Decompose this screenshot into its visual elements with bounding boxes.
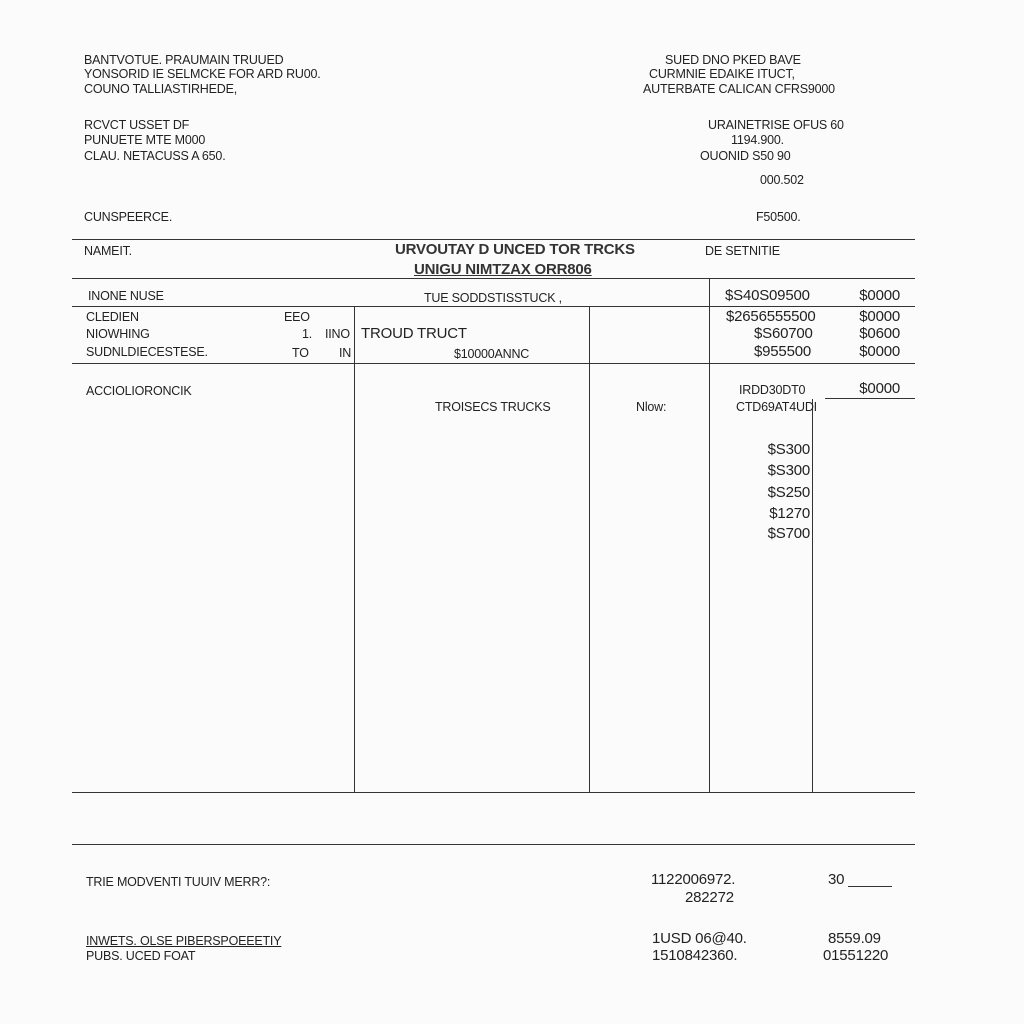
summary-value: 1USD 06@40. bbox=[652, 930, 747, 947]
row-label: CLEDIEN bbox=[86, 310, 139, 324]
summary-value: 1122006972. bbox=[651, 871, 736, 888]
row-description: TROUD TRUCT bbox=[361, 325, 467, 342]
row-amount: $S40S09500 bbox=[725, 287, 810, 304]
list-item: $S300 bbox=[767, 441, 810, 458]
row-amount: $2656555500 bbox=[726, 308, 816, 325]
row-code: TO bbox=[292, 346, 309, 360]
summary-value: 282272 bbox=[685, 889, 734, 906]
sender-line: BANTVOTUE. PRAUMAIN TRUUED bbox=[84, 53, 284, 67]
row-qty: IINO bbox=[325, 327, 350, 341]
meta-line: PUNUETE MTE M000 bbox=[84, 133, 206, 147]
section-code: IRDD30DT0 bbox=[739, 383, 806, 397]
table-subtitle: UNIGU NIMTZAX ORR806 bbox=[414, 261, 592, 278]
meta-line: 1194.900. bbox=[731, 133, 784, 147]
section-code: CTD69AT4UDI bbox=[736, 400, 817, 414]
table-bottom-rule bbox=[72, 792, 915, 793]
row-amount: $955500 bbox=[754, 343, 811, 360]
header-left: NAMEIT. bbox=[84, 244, 132, 258]
sender-line: COUNO TALLIASTIRHEDE, bbox=[84, 82, 238, 96]
summary-label: PUBS. UCED FOAT bbox=[86, 949, 196, 963]
summary-label: TRIE MODVENTI TUUIV MERR?: bbox=[86, 875, 271, 889]
row-total: $0000 bbox=[859, 343, 900, 360]
row-code: 1. bbox=[302, 327, 313, 341]
column-divider bbox=[709, 279, 710, 793]
summary-value: 30 bbox=[828, 871, 845, 888]
meta-line: URAINETRISE OFUS 60 bbox=[708, 118, 844, 132]
row-code: EEO bbox=[284, 310, 310, 324]
sender-line: YONSORID IE SELMCKE FOR ARD RU00. bbox=[84, 67, 321, 81]
row-total: $0000 bbox=[859, 308, 900, 325]
list-item: $S700 bbox=[767, 525, 810, 542]
section-total: $0000 bbox=[859, 380, 900, 397]
table-top-rule bbox=[72, 239, 915, 240]
reference-value: F50500. bbox=[756, 210, 801, 224]
list-item: $S250 bbox=[767, 484, 810, 501]
total-underline bbox=[825, 398, 915, 399]
table-title: URVOUTAY D UNCED TOR TRCKS bbox=[395, 241, 635, 258]
row-label: SUDNLDIECESTESE. bbox=[86, 345, 208, 359]
row-description: TUE SODDSTISSTUCK , bbox=[424, 291, 562, 305]
list-item: $1270 bbox=[769, 505, 810, 522]
reference-label: CUNSPEERCE. bbox=[84, 210, 173, 224]
row-label: INONE NUSE bbox=[88, 289, 164, 303]
summary-value: 1510842360. bbox=[652, 947, 738, 964]
column-divider bbox=[812, 399, 813, 793]
summary-rule bbox=[72, 844, 915, 845]
row-qty: IN bbox=[339, 346, 352, 360]
meta-line: CLAU. NETACUSS A 650. bbox=[84, 149, 226, 163]
row-amount: $S60700 bbox=[754, 325, 813, 342]
summary-value: 01551220 bbox=[823, 947, 889, 964]
summary-label: INWETS. OLSE PIBERSPOEEETIY bbox=[86, 934, 282, 948]
list-item: $S300 bbox=[767, 462, 810, 479]
row-label: NIOWHING bbox=[86, 327, 150, 341]
row-description: $10000ANNC bbox=[454, 347, 530, 361]
meta-line: RCVCT USSET DF bbox=[84, 118, 190, 132]
row-total: $0600 bbox=[859, 325, 900, 342]
meta-extra: 000.502 bbox=[760, 173, 804, 187]
recipient-line: CURMNIE EDAIKE ITUCT, bbox=[649, 67, 795, 81]
header-right: DE SETNITIE bbox=[705, 244, 780, 258]
section-description: TROISECS TRUCKS bbox=[435, 400, 551, 414]
recipient-line: SUED DNO PKED BAVE bbox=[665, 53, 801, 67]
recipient-line: AUTERBATE CALICAN CFRS9000 bbox=[643, 82, 835, 96]
column-divider bbox=[354, 307, 355, 793]
section-note: Nlow: bbox=[636, 400, 667, 414]
meta-line: OUONID S50 90 bbox=[700, 149, 791, 163]
section-label: ACCIOLIORONCIK bbox=[86, 384, 192, 398]
row-total: $0000 bbox=[859, 287, 900, 304]
row-rule bbox=[72, 363, 915, 364]
summary-underline bbox=[848, 886, 892, 887]
column-divider bbox=[589, 307, 590, 793]
summary-value: 8559.09 bbox=[828, 930, 881, 947]
